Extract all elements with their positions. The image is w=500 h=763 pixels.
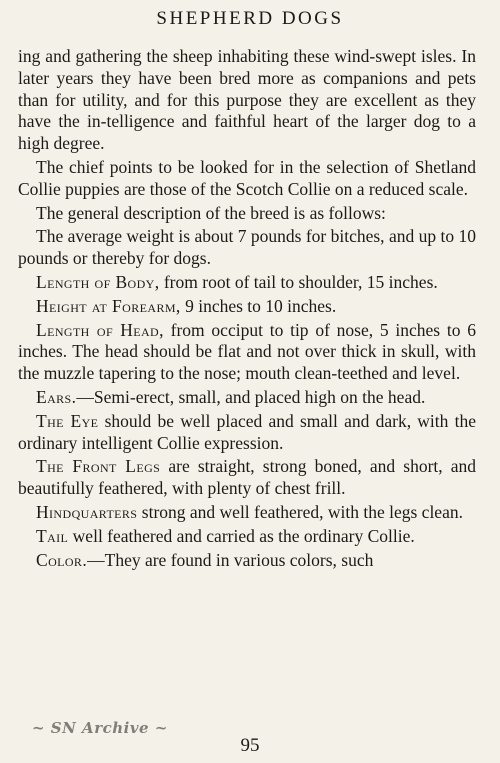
paragraph-hindquarters <box>18 502 476 524</box>
section-text: are straight, strong boned, and short, and beautifully feathered, with plenty of chest frill. <box>18 456 476 499</box>
paragraph-color <box>18 550 476 572</box>
page-number: 95 <box>240 735 260 756</box>
section-text: 9 inches to 10 inches. <box>180 295 337 316</box>
section-lead: The Front Legs <box>36 456 161 477</box>
paragraph-eye <box>18 411 476 455</box>
running-head: SHEPHERD DOGS <box>156 8 344 29</box>
section-lead: The Eye <box>36 410 99 431</box>
section-text: strong and well feathered, with the legs clean. <box>137 501 463 522</box>
section-lead: Tail <box>36 525 69 546</box>
archive-watermark: ~ SN Archive ~ <box>32 719 168 737</box>
section-text: —They are found in various colors, such <box>87 549 374 570</box>
section-lead: Color. <box>36 549 88 570</box>
body-text <box>18 46 476 571</box>
paragraph-height-at-forearm <box>18 296 476 318</box>
section-lead: Length of Head, <box>36 319 164 340</box>
paragraph-front-legs <box>18 456 476 500</box>
section-lead: Hindquarters <box>36 501 138 522</box>
paragraph-length-of-head <box>18 320 476 385</box>
paragraph: The average weight is about 7 pounds for bitches, and up to 10 pounds or thereby for dogs. <box>18 226 476 269</box>
section-lead: Ears. <box>36 386 77 407</box>
section-text: should be well placed and small and dark, with the ordinary intelligent Collie expression. <box>18 410 477 453</box>
paragraph-tail <box>18 526 476 548</box>
section-text: from root of tail to shoulder, 15 inches. <box>159 271 438 292</box>
paragraph: The chief points to be looked for in the selection of Shetland Collie puppies are those of the Scotch Collie on a reduced scale. <box>18 156 476 199</box>
section-lead: Length of Body, <box>36 271 160 292</box>
paragraph: The general description of the breed is as follows: <box>36 202 386 223</box>
paragraph-ears <box>18 387 476 409</box>
section-text: from occiput to tip of nose, 5 inches to 6 inches. The head should be flat and not over thick in skull, with the muzzle tapering to the nose; mouth clean-teethed and level. <box>18 319 476 384</box>
section-text: —Semi-erect, small, and placed high on the head. <box>76 386 426 407</box>
paragraph-length-of-body <box>18 272 476 294</box>
section-lead: Height at Forearm, <box>36 295 181 316</box>
paragraph-continuation: ing and gathering the sheep inhabiting these wind-swept isles. In later years they have been bred more as companions and pets than for utility, and for this purpose they are excellent as they have the in-telligence and faithful heart of the larger dog to a high degree. <box>18 46 476 154</box>
section-text: well feathered and carried as the ordinary Collie. <box>68 525 415 546</box>
